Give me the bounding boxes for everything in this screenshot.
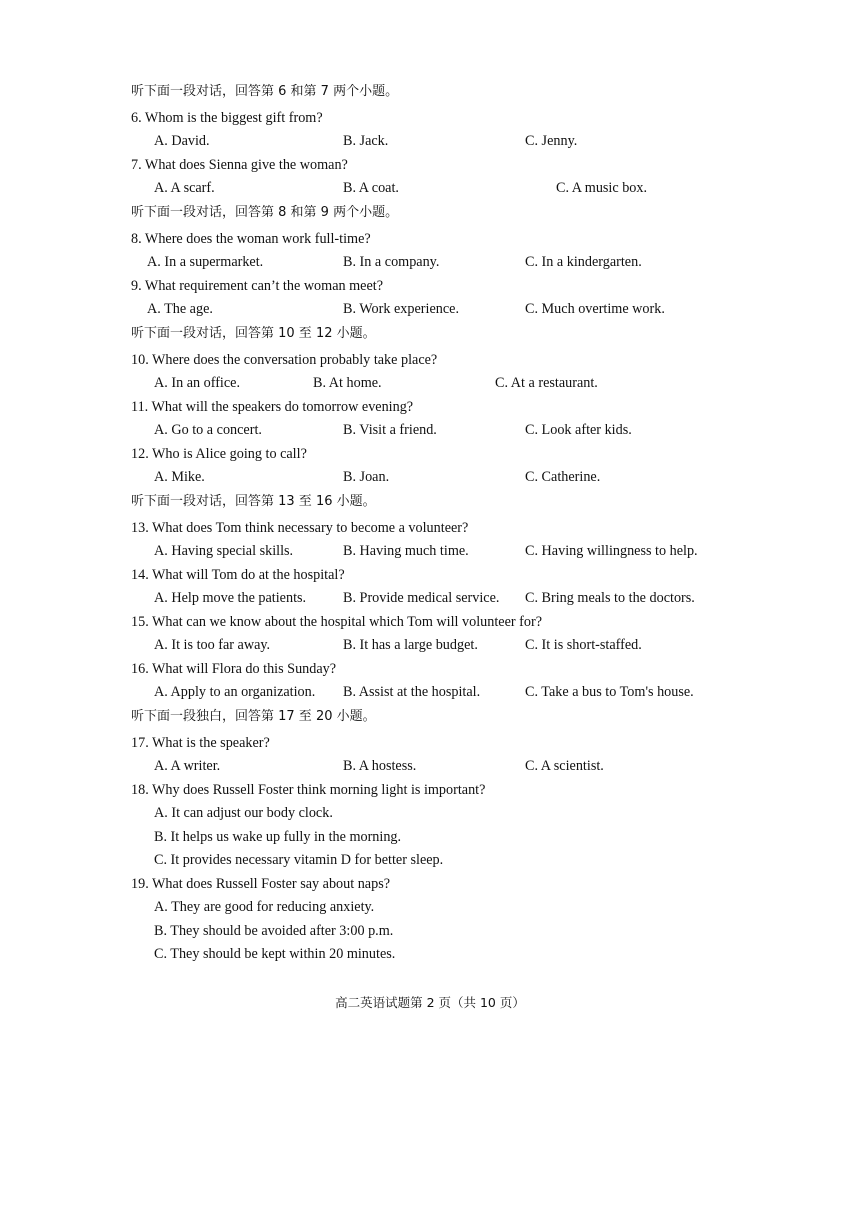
option-b: B. It helps us wake up fully in the morning. xyxy=(154,829,402,845)
option-b: B. At home. xyxy=(313,375,382,391)
option-b: B. Having much time. xyxy=(343,543,469,559)
section-instruction: 听下面一段对话，回答第 6 和第 7 两个小题。 xyxy=(131,84,399,99)
option-c: C. At a restaurant. xyxy=(495,375,598,391)
option-c: C. It is short-staffed. xyxy=(525,637,642,653)
option-a: A. Help move the patients. xyxy=(154,590,307,606)
option-b: B. It has a large budget. xyxy=(343,637,478,653)
option-c: C. They should be kept within 20 minutes. xyxy=(154,946,396,962)
option-a: A. Apply to an organization. xyxy=(154,684,316,700)
question-7-stem: 7. What does Sienna give the woman? xyxy=(131,157,348,173)
option-a: A. A writer. xyxy=(154,758,221,774)
question-14-stem: 14. What will Tom do at the hospital? xyxy=(131,567,345,583)
question-13-stem: 13. What does Tom think necessary to become a volunteer? xyxy=(131,520,469,536)
question-12-stem: 12. Who is Alice going to call? xyxy=(131,446,307,462)
question-10-stem: 10. Where does the conversation probably take place? xyxy=(131,352,438,368)
question-6-stem: 6. Whom is the biggest gift from? xyxy=(131,110,323,126)
option-b: B. They should be avoided after 3:00 p.m. xyxy=(154,923,394,939)
option-c: C. Jenny. xyxy=(525,133,578,149)
option-a: A. They are good for reducing anxiety. xyxy=(154,899,375,915)
option-b: B. A coat. xyxy=(343,180,399,196)
option-c: C. Having willingness to help. xyxy=(525,543,698,559)
question-17-stem: 17. What is the speaker? xyxy=(131,735,270,751)
option-c: C. Take a bus to Tom's house. xyxy=(525,684,694,700)
option-b: B. Joan. xyxy=(343,469,390,485)
option-c: C. A scientist. xyxy=(525,758,604,774)
option-c: C. Look after kids. xyxy=(525,422,632,438)
option-a: A. Having special skills. xyxy=(154,543,294,559)
question-9-stem: 9. What requirement can’t the woman meet? xyxy=(131,278,383,294)
option-a: A. Mike. xyxy=(154,469,205,485)
option-a: A. A scarf. xyxy=(154,180,215,196)
option-a: A. It is too far away. xyxy=(154,637,271,653)
option-b: B. In a company. xyxy=(343,254,440,270)
option-c: C. A music box. xyxy=(556,180,648,196)
option-a: A. It can adjust our body clock. xyxy=(154,805,333,821)
option-c: C. Much overtime work. xyxy=(525,301,665,317)
option-c: C. In a kindergarten. xyxy=(525,254,642,270)
option-b: B. Visit a friend. xyxy=(343,422,437,438)
question-11-stem: 11. What will the speakers do tomorrow evening? xyxy=(131,399,414,415)
option-a: A. In an office. xyxy=(154,375,241,391)
option-b: B. Assist at the hospital. xyxy=(343,684,481,700)
question-18-stem: 18. Why does Russell Foster think morning light is important? xyxy=(131,782,486,798)
option-c: C. It provides necessary vitamin D for better sleep. xyxy=(154,852,444,868)
option-b: B. A hostess. xyxy=(343,758,417,774)
question-15-stem: 15. What can we know about the hospital which Tom will volunteer for? xyxy=(131,614,543,630)
section-instruction: 听下面一段对话，回答第 8 和第 9 两个小题。 xyxy=(131,205,399,220)
section-instruction: 听下面一段对话，回答第 10 至 12 小题。 xyxy=(131,326,376,341)
option-a: A. David. xyxy=(154,133,210,149)
section-instruction: 听下面一段对话，回答第 13 至 16 小题。 xyxy=(131,494,376,509)
section-instruction: 听下面一段独白，回答第 17 至 20 小题。 xyxy=(131,709,376,724)
page-footer: 高二英语试题第 2 页（共 10 页） xyxy=(335,995,525,1010)
option-b: B. Provide medical service. xyxy=(343,590,500,606)
option-c: C. Bring meals to the doctors. xyxy=(525,590,695,606)
question-19-stem: 19. What does Russell Foster say about naps? xyxy=(131,876,391,892)
option-a: A. In a supermarket. xyxy=(147,254,264,270)
option-c: C. Catherine. xyxy=(525,469,601,485)
question-8-stem: 8. Where does the woman work full-time? xyxy=(131,231,371,247)
option-a: A. The age. xyxy=(147,301,213,317)
option-b: B. Jack. xyxy=(343,133,389,149)
question-16-stem: 16. What will Flora do this Sunday? xyxy=(131,661,337,677)
option-a: A. Go to a concert. xyxy=(154,422,262,438)
option-b: B. Work experience. xyxy=(343,301,459,317)
